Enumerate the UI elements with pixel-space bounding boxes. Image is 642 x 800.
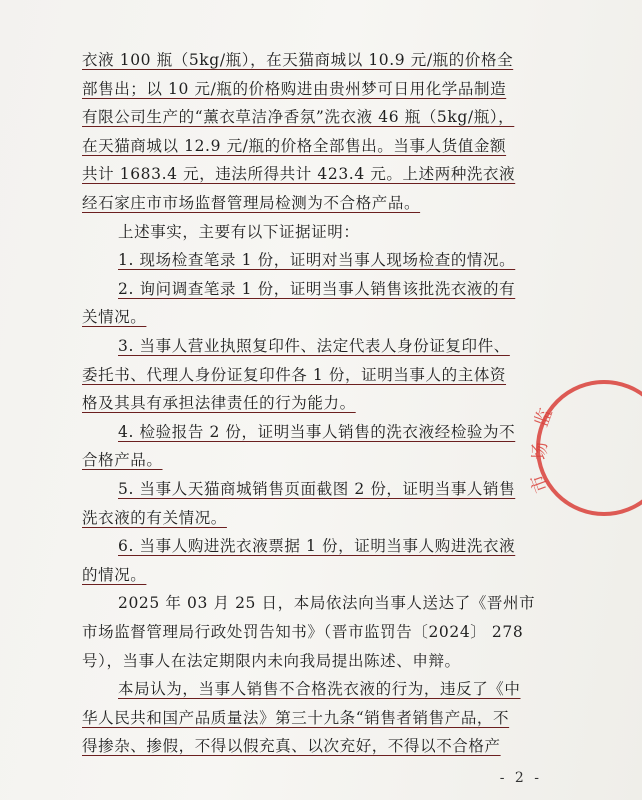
text-line: 洗衣液的有关情况。: [82, 508, 227, 527]
text-line: 共计 1683.4 元，违法所得共计 423.4 元。上述两种洗衣液: [82, 165, 516, 184]
evidence-item: 6. 当事人购进洗衣液票据 1 份，证明当事人购进洗衣液: [118, 537, 516, 556]
official-seal: [526, 368, 642, 528]
evidence-item: 1. 现场检查笔录 1 份，证明对当事人现场检查的情况。: [118, 251, 516, 270]
evidence-item: 2. 询问调查笔录 1 份，证明当事人销售该批洗衣液的有: [118, 279, 516, 298]
text-line: 有限公司生产的“薰衣草洁净香氛”洗衣液 46 瓶（5kg/瓶），: [82, 108, 515, 127]
text-line: 部售出；以 10 元/瓶的价格购进由贵州梦可日用化学品制造: [82, 79, 507, 98]
notice-paragraph: 2025 年 03 月 25 日，本局依法向当事人送达了《晋州市: [118, 594, 536, 613]
svg-text:场: 场: [530, 442, 551, 460]
evidence-item: 5. 当事人天猫商城销售页面截图 2 份，证明当事人销售: [118, 480, 516, 498]
text-line: 在天猫商城以 12.9 元/瓶的价格全部售出。当事人货值金额: [82, 136, 507, 155]
page-number: - 2 -: [499, 770, 542, 786]
text-line: 衣液 100 瓶（5kg/瓶），在天猫商城以 10.9 元/瓶的价格全: [82, 51, 514, 69]
text-line: 得掺杂、掺假，不得以假充真、以次充好，不得以不合格产: [82, 737, 501, 756]
text-line: 格及其具有承担法律责任的行为能力。: [82, 394, 356, 413]
text-line: 合格产品。: [82, 451, 163, 470]
text-line: 号），当事人在法定期限内未向我局提出陈述、申辩。: [82, 651, 461, 670]
text-line: 市场监督管理局行政处罚告知书》（晋市监罚告〔2024〕 278: [82, 623, 524, 641]
evidence-heading: 上述事实，主要有以下证据证明：: [118, 222, 360, 241]
text-line: 经石家庄市市场监督管理局检测为不合格产品。: [82, 194, 421, 212]
text-line: 的情况。: [82, 565, 147, 584]
svg-text:市: 市: [526, 471, 553, 496]
conclusion-paragraph: 本局认为，当事人销售不合格洗衣液的行为，违反了《中: [118, 680, 521, 699]
svg-text:监: 监: [530, 405, 557, 430]
evidence-item: 3. 当事人营业执照复印件、法定代表人身份证复印件、: [118, 337, 510, 355]
text-line: 关情况。: [82, 308, 147, 327]
text-line: 华人民共和国产品质量法》第三十九条“销售者销售产品，不: [82, 708, 510, 727]
text-line: 委托书、代理人身份证复印件各 1 份，证明当事人的主体资: [82, 365, 507, 384]
evidence-item: 4. 检验报告 2 份，证明当事人销售的洗衣液经检验为不: [118, 422, 516, 441]
